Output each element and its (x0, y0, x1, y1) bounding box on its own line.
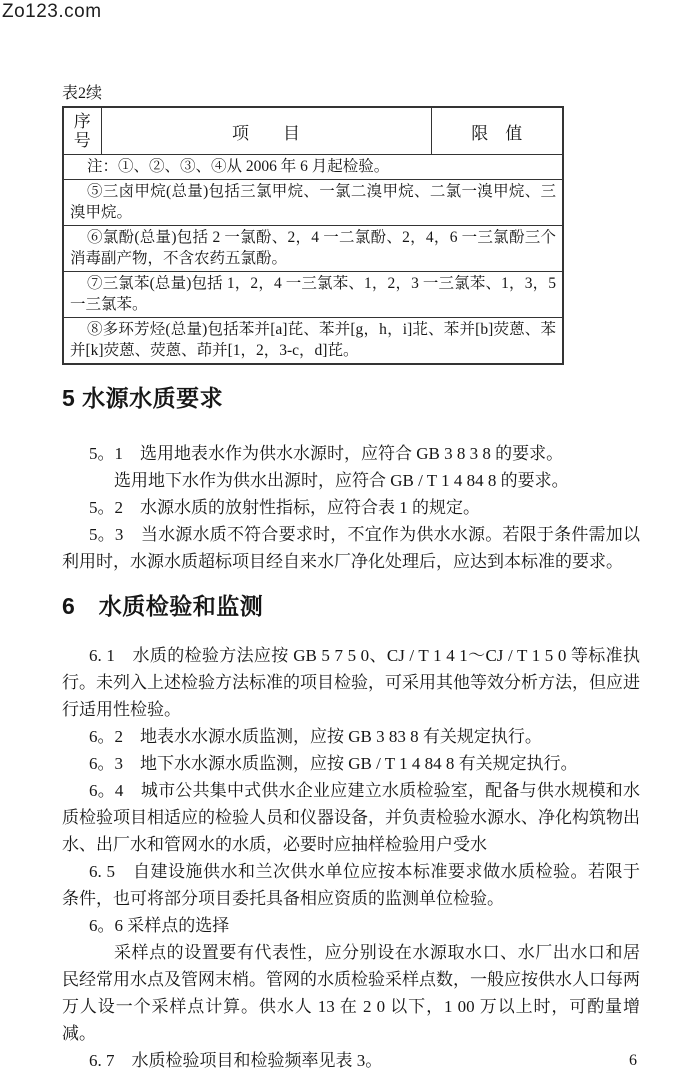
limits-table-continued (62, 106, 564, 365)
table-header (63, 107, 563, 155)
watermark-text: Zo123.com (2, 1, 102, 22)
note-2: ⑥氯酚(总量)包括 2 一氯酚、2，4 一二氯酚、2，4，6 一三氯酚三个消毒副产物，不含农药五氯酚。 (63, 226, 563, 272)
clause-6-7: 6. 7 水质检验项目和检验频率见表 3。 (89, 1051, 383, 1070)
clause-6-6: 6。6 采样点的选择 (89, 916, 230, 935)
col-header-item: 项 目 (101, 107, 431, 155)
table-note-row (63, 272, 563, 318)
section-5-heading: 5 水源水质要求 (62, 385, 224, 411)
note-4: ⑧多环芳烃(总量)包括苯并[a]芘、苯并[g，h，i]苝、苯并[b]荧蒽、苯并[k]荧蒽、荧蒽、茚并[1，2，3-c，d]芘。 (63, 318, 563, 365)
table-header-row (63, 107, 563, 155)
clause-5-3: 5。3 当水源水质不符合要求时，不宜作为供水水源。若限于条件需加以利用时，水源水质超标项目经自来水厂净化处理后，应达到本标准的要求。 (62, 525, 640, 571)
clause-5-2: 5。2 水源水质的放射性指标，应符合表 1 的规定。 (89, 498, 480, 517)
clause-6-3: 6。3 地下水水源水质监测，应按 GB / T 1 4 84 8 有关规定执行。 (89, 754, 578, 773)
note-3: ⑦三氯苯(总量)包括 1，2，4 一三氯苯、1，2，3 一三氯苯、1，3，5 一三氯苯。 (63, 272, 563, 318)
table-note-row (63, 226, 563, 272)
table-note-row (63, 318, 563, 365)
clause-6-4: 6。4 城市公共集中式供水企业应建立水质检验室，配备与供水规模和水质检验项目相适应的检验人员和仪器设备，并负责检验水源水、净化构筑物出水、出厂水和管网水的水质，必要时应抽样检验用户受水 (62, 781, 640, 854)
table-note-row (63, 155, 563, 180)
col-header-limit: 限 值 (431, 107, 563, 155)
clause-6-5: 6. 5 自建设施供水和兰次供水单位应按本标准要求做水质检验。若限于条件，也可将部分项目委托具备相应资质的监测单位检验。 (62, 862, 640, 908)
table-notes (63, 155, 563, 365)
col-header-seq: 序号 (63, 107, 101, 155)
page-number: 6 (629, 1052, 637, 1069)
clause-6-2: 6。2 地表水水源水质监测，应按 GB 3 83 8 有关规定执行。 (89, 727, 542, 746)
section-6-heading: 6 水质检验和监测 (62, 593, 264, 619)
table-note-row (63, 180, 563, 226)
table-caption: 表2续 (62, 85, 103, 102)
clause-5-1-sub: 选用地下水作为供水出源时，应符合 GB / T 1 4 84 8 的要求。 (114, 471, 569, 490)
clause-6-1: 6. 1 水质的检验方法应按 GB 5 7 5 0、CJ / T 1 4 1～CJ / T 1 5 0 等标准执行。未列入上述检验方法标准的项目检验，可采用其他等效分析方法，但应进行适用性检验。 (62, 646, 640, 719)
clause-5-1: 5。1 选用地表水作为供水水源时，应符合 GB 3 8 3 8 的要求。 (89, 444, 564, 463)
clause-6-6-body: 采样点的设置要有代表性，应分别设在水源取水口、水厂出水口和居民经常用水点及管网末梢。管网的水质检验采样点数，一般应按供水人口每两万人设一个采样点计算。供水人 13 在 2 0 以下，1 00 万以上时，可酌量增减。 (62, 943, 640, 1043)
page-content (62, 0, 640, 1074)
note-1: ⑤三卤甲烷(总量)包括三氯甲烷、一氯二溴甲烷、二氯一溴甲烷、三溴甲烷。 (63, 180, 563, 226)
note-0: 注：①、②、③、④从 2006 年 6 月起检验。 (63, 155, 563, 180)
